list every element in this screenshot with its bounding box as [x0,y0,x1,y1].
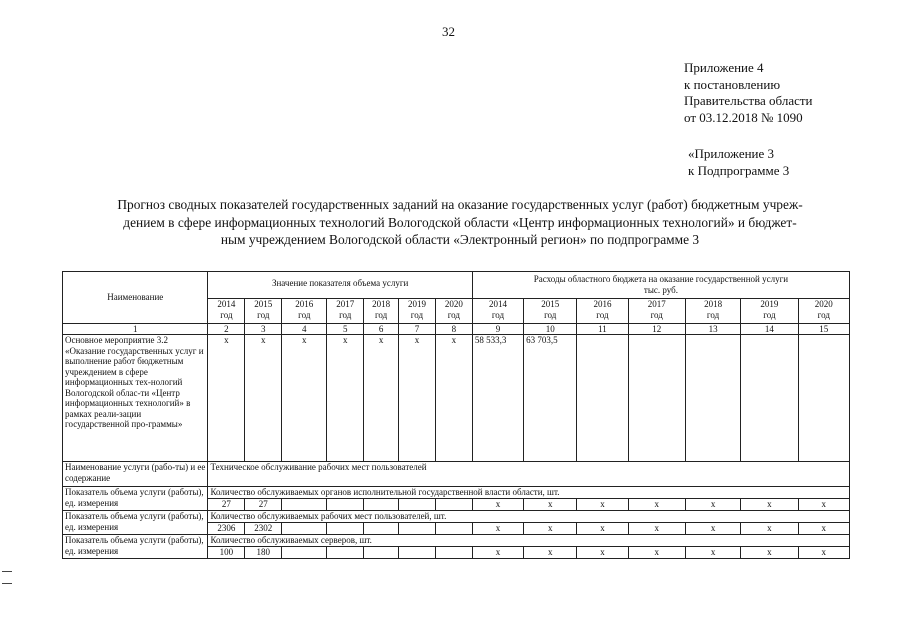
column-number: 5 [327,324,364,335]
header-expenses [472,272,849,299]
indicator-volume-cell [364,523,399,535]
appendix-line-1: Приложение 4 [684,60,764,75]
indicator-volume-cell [435,523,472,535]
year-label: 2018 [704,299,723,309]
main-expense-cell [628,335,685,462]
service-content: Техническое обслуживание рабочих мест пользователей [208,462,850,487]
indicator-expense-cell: x [685,547,740,559]
header-expenses-line-2: тыс. руб. [643,284,678,295]
volume-year-2016 [282,299,327,324]
volume-year-2018 [364,299,399,324]
indicator-title-row [63,511,850,523]
indicator-expense-cell: x [685,499,740,511]
indicator-volume-cell: 27 [208,499,245,511]
main-expense-cell [741,335,798,462]
indicator-expense-cell: x [741,547,798,559]
column-numbers-row [63,324,850,335]
indicator-volume-cell: 27 [245,499,282,511]
indicator-expense-cell: x [628,547,685,559]
main-volume-cell: x [435,335,472,462]
main-activity-row [63,335,850,462]
year-suffix: год [410,309,424,320]
column-number: 14 [741,324,798,335]
previous-appendix-line-1: «Приложение 3 [688,146,775,161]
indicator-expense-cell: x [472,547,523,559]
column-number: 2 [208,324,245,335]
indicator-expense-cell: x [798,547,849,559]
year-suffix: год [763,309,776,320]
expense-year-2017 [628,299,685,324]
indicator-name: Показатель объема услуги (работы), ед. измерения [63,487,208,511]
header-expenses-line-1: Расходы областного бюджета на оказание государственной услуги [533,274,789,284]
year-label: 2019 [407,299,426,309]
year-label: 2015 [254,299,273,309]
appendix-line-2: к постановлению [684,76,781,92]
indicator-volume-cell [399,547,436,559]
indicator-volume-cell [364,547,399,559]
main-expense-cell [798,335,849,462]
indicator-title-row [63,535,850,547]
year-label: 2020 [814,299,833,309]
indicator-volume-cell: 180 [245,547,282,559]
appendix-block [684,60,813,126]
title-line-3: ным учреждением Вологодской области «Электронный регион» по подпрограмме 3 [220,232,700,247]
indicator-volume-cell [282,547,327,559]
year-suffix: год [257,309,270,320]
indicator-volume-cell [435,547,472,559]
volume-year-2017 [327,299,364,324]
indicator-volume-cell: 100 [208,547,245,559]
main-volume-cell: x [327,335,364,462]
main-volume-cell: x [282,335,327,462]
appendix-line-3: Правительства области [684,93,813,108]
expense-year-2018 [685,299,740,324]
year-suffix: год [544,309,557,320]
year-label: 2019 [760,299,779,309]
year-label: 2015 [541,299,560,309]
previous-appendix-block [688,146,789,179]
indicator-expense-cell: x [741,499,798,511]
indicator-expense-cell: x [472,523,523,535]
indicator-volume-cell [282,499,327,511]
year-suffix: год [374,309,388,320]
year-suffix: год [447,309,461,320]
indicator-volume-cell: 2306 [208,523,245,535]
year-suffix: год [491,309,505,320]
main-expense-cell [685,335,740,462]
year-label: 2014 [217,299,236,309]
document-title [60,196,860,249]
header-volume: Значение показателя объема услуги [208,272,472,299]
year-suffix: год [220,309,233,320]
indicator-name: Показатель объема услуги (работы), ед. измерения [63,535,208,559]
indicator-expense-cell: x [798,523,849,535]
main-expense-cell: 58 533,3 [472,335,523,462]
indicator-volume-cell [327,547,364,559]
year-label: 2016 [593,299,612,309]
indicator-expense-cell: x [577,547,628,559]
column-number: 12 [628,324,685,335]
column-number: 10 [524,324,577,335]
volume-year-2019 [399,299,436,324]
column-number: 11 [577,324,628,335]
year-label: 2017 [647,299,666,309]
column-number: 3 [245,324,282,335]
column-number: 7 [399,324,436,335]
indicator-name: Показатель объема услуги (работы), ед. измерения [63,511,208,535]
margin-mark [2,571,12,572]
year-label: 2016 [295,299,314,309]
expense-year-2020 [798,299,849,324]
volume-year-2015 [245,299,282,324]
column-number: 13 [685,324,740,335]
expense-year-2015 [524,299,577,324]
year-label: 2014 [488,299,507,309]
indicator-expense-cell: x [628,499,685,511]
forecast-table [62,271,850,559]
expense-year-2014 [472,299,523,324]
indicator-expense-cell: x [472,499,523,511]
indicator-volume-cell [327,523,364,535]
service-row [63,462,850,487]
indicator-volume-cell [435,499,472,511]
indicator-title: Количество обслуживаемых рабочих мест пользователей, шт. [208,511,850,523]
year-suffix: год [706,309,720,320]
indicator-expense-cell: x [685,523,740,535]
year-suffix: год [339,309,352,320]
indicator-volume-cell [282,523,327,535]
main-activity-name: Основное мероприятие 3.2 «Оказание государственных услуг и выполнение работ бюджетным учреждением в сфере информационных тех-нологий Вологодской облас-ти «Центр информационных технологий» в рамках реали-зации государственной про-граммы» [63,335,208,462]
indicator-volume-cell [327,499,364,511]
main-expense-cell: 63 703,5 [524,335,577,462]
indicator-expense-cell: x [798,499,849,511]
column-number: 15 [798,324,849,335]
header-row-top [63,272,850,299]
title-line-2: дением в сфере информационных технологий Вологодской области «Центр информационных технологий» и бюджет- [123,214,797,230]
indicator-expense-cell: x [577,499,628,511]
main-volume-cell: x [208,335,245,462]
indicator-title-row [63,487,850,499]
year-suffix: год [817,309,830,320]
previous-appendix-line-2: к Подпрограмме 3 [688,162,790,178]
indicator-volume-cell [399,523,436,535]
year-suffix: год [596,309,609,320]
indicator-title: Количество обслуживаемых серверов, шт. [208,535,850,547]
indicator-expense-cell: x [628,523,685,535]
indicator-volume-cell [399,499,436,511]
title-line-1: Прогноз сводных показателей государственных заданий на оказание государственных услуг (работ) бюджетным учреж- [117,197,803,212]
volume-year-2020 [435,299,472,324]
indicator-volume-cell: 2302 [245,523,282,535]
page-number: 32 [442,24,455,39]
year-suffix: год [298,309,311,320]
expense-year-2019 [741,299,798,324]
margin-mark [2,583,12,584]
indicator-expense-cell: x [524,499,577,511]
main-volume-cell: x [245,335,282,462]
year-label: 2020 [444,299,463,309]
main-volume-cell: x [399,335,436,462]
column-number: 8 [435,324,472,335]
expense-year-2016 [577,299,628,324]
service-name-label: Наименование услуги (рабо-ты) и ее содержание [63,462,208,487]
main-volume-cell: x [364,335,399,462]
column-number: 9 [472,324,523,335]
table-body [63,272,850,559]
indicator-expense-cell: x [524,523,577,535]
year-suffix: год [650,309,663,320]
indicator-expense-cell: x [741,523,798,535]
indicator-expense-cell: x [577,523,628,535]
column-number: 4 [282,324,327,335]
year-label: 2018 [372,299,391,309]
indicator-expense-cell: x [524,547,577,559]
indicator-volume-cell [364,499,399,511]
appendix-line-4: от 03.12.2018 № 1090 [684,109,803,125]
header-name: Наименование [63,272,208,324]
column-number: 1 [63,324,208,335]
indicator-title: Количество обслуживаемых органов исполнительной государственной власти области, шт. [208,487,850,499]
year-label: 2017 [336,299,355,309]
column-number: 6 [364,324,399,335]
main-expense-cell [577,335,628,462]
volume-year-2014 [208,299,245,324]
